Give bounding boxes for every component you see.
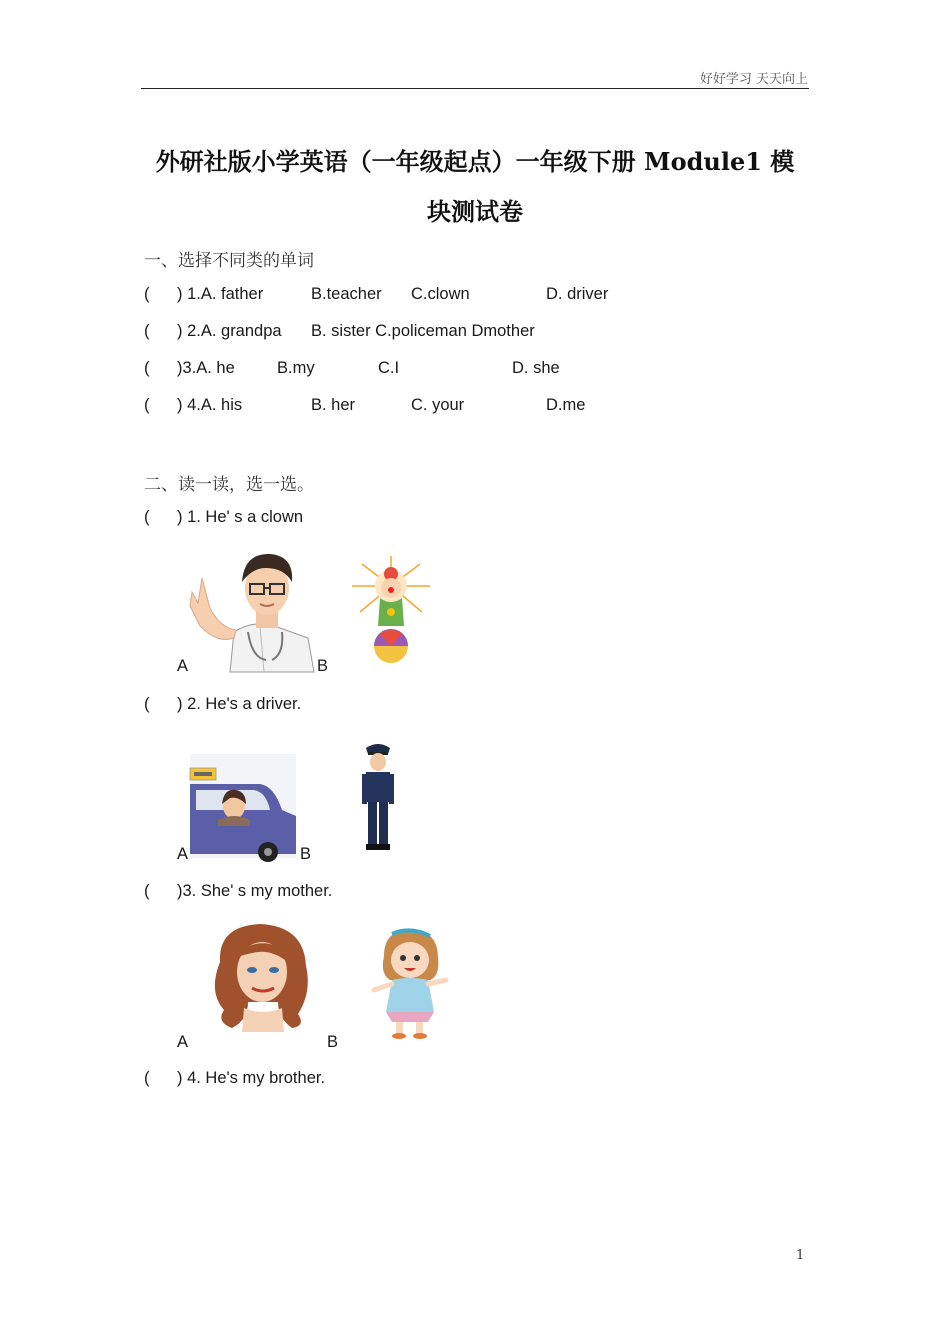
section1-heading: 一、选择不同类的单词 (144, 251, 314, 271)
option-c: C. your (411, 396, 465, 414)
document-title-line2: 块测试卷 (427, 197, 523, 226)
doctor-image (190, 548, 320, 672)
answer-paren: ( (144, 396, 150, 414)
header-divider (141, 88, 809, 89)
question-stem: ) 2.A. grandpa (177, 322, 282, 340)
document-title-line1: 外研社版小学英语（一年级起点）一年级下册 Module1 模 (155, 147, 795, 176)
option-b-label: B (300, 845, 312, 863)
girl-image (370, 928, 450, 1040)
question-stem: )3.A. he (177, 359, 235, 377)
option-d: D.me (546, 396, 586, 414)
question-stem: ) 1.A. father (177, 285, 264, 303)
question-stem: ) 4. He's my brother. (177, 1069, 326, 1087)
question-row (0, 508, 950, 530)
question-row (0, 1069, 950, 1091)
question-stem: ) 2. He's a driver. (177, 695, 302, 713)
question-row (0, 882, 950, 904)
question-row (0, 396, 950, 418)
option-d: D. driver (546, 285, 609, 303)
policeman-image (360, 740, 396, 852)
question-row (0, 359, 950, 381)
option-b: B. sister C.policeman Dmother (311, 322, 535, 340)
answer-paren: ( (144, 695, 150, 713)
page-header-text: 好好学习 天天向上 (699, 72, 808, 87)
question-row (0, 695, 950, 717)
section2-heading: 二、读一读，选一选。 (144, 475, 314, 495)
answer-paren: ( (144, 322, 150, 340)
option-b: B. her (311, 396, 356, 414)
question-stem: ) 4.A. his (177, 396, 243, 414)
option-b-label: B (327, 1033, 339, 1051)
option-b: B.my (277, 359, 315, 377)
option-a-label: A (177, 1033, 189, 1051)
option-c: C.I (378, 359, 400, 377)
question-row (0, 285, 950, 307)
option-d: D. she (512, 359, 560, 377)
answer-paren: ( (144, 508, 150, 526)
taxi-driver-image (190, 754, 296, 858)
page-number: 1 (796, 1248, 805, 1263)
woman-image (208, 922, 318, 1032)
answer-paren: ( (144, 359, 150, 377)
answer-paren: ( (144, 285, 150, 303)
answer-paren: ( (144, 1069, 150, 1087)
clown-image (350, 556, 432, 666)
option-a-label: A (177, 657, 189, 675)
option-b: B.teacher (311, 285, 382, 303)
option-a-label: A (177, 845, 189, 863)
question-row (0, 322, 950, 344)
answer-paren: ( (144, 882, 150, 900)
question-stem: ) 1. He' s a clown (177, 508, 304, 526)
option-b-label: B (317, 657, 329, 675)
option-c: C.clown (411, 285, 470, 303)
question-stem: )3. She' s my mother. (177, 882, 333, 900)
